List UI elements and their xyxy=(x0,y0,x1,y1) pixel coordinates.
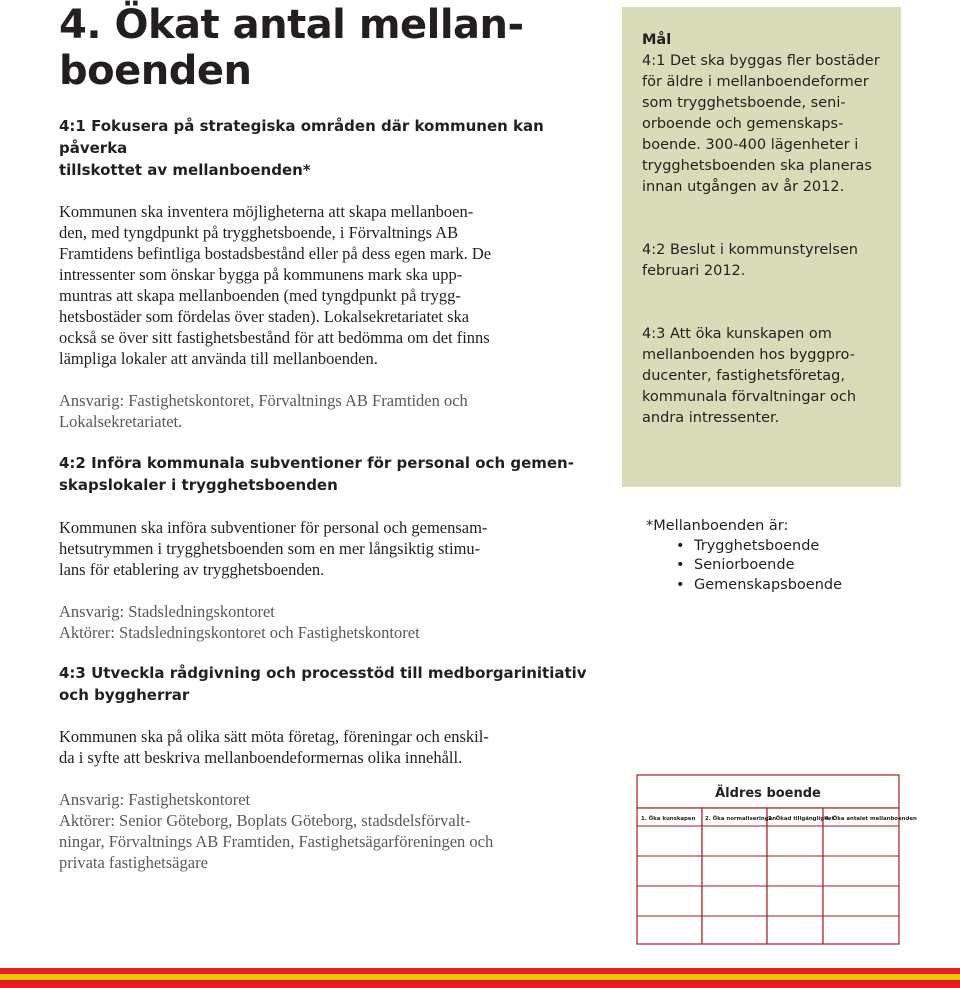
section-body-4-3: Kommunen ska på olika sätt möta företag, föreningar och enskil- da i syfte att beskriva mellanboendeformernas olika innehåll. xyxy=(59,727,489,767)
diagram-column-1-label: 1. Öka kunskapen xyxy=(641,816,696,822)
structure-diagram xyxy=(636,774,917,944)
goal-4-3: 4:3 Att öka kunskapen om mellanboenden hos byggpro- ducenter, fastighetsföretag, kommunala förvaltningar och andra intressenter. xyxy=(642,326,857,426)
diagram-column-4-label: 4. Öka antalet mellanboenden xyxy=(825,816,917,822)
diagram-column-4-box xyxy=(823,808,899,944)
section-responsible-4-1: Ansvarig: Fastighetskontoret, Förvaltnings AB Framtiden och Lokalsekretariatet. xyxy=(59,391,468,431)
goal-4-2: 4:2 Beslut i kommunstyrelsen februari 2012. xyxy=(642,242,858,279)
list-item: • Seniorboende xyxy=(694,556,946,576)
section-body-4-1: Kommunen ska inventera möjligheterna att skapa mellanboen- den, med tyngdpunkt på trygghetsboende, i Förvaltnings AB Framtidens befintliga bostadsbestånd eller på dess egen mark. De intressenter som önskar bygga på kommunens mark ska upp- muntras att skapa mellanboenden (med tyngdpunkt på trygg- hetsbostäder som fördelas över staden). Lokalsekretariatet ska också se över sitt fastighetsbestånd för att bedömma om det finns lämpliga lokaler att använda till mellanboenden. xyxy=(59,202,492,368)
page-title: 4. Ökat antal mellan- boenden xyxy=(59,2,524,94)
definition-list xyxy=(646,537,946,596)
section-responsible-4-3: Ansvarig: Fastighetskontoret Aktörer: Senior Göteborg, Boplats Göteborg, stadsdelsförvalt- ningar, Förvaltnings AB Framtiden, Fastighetsägarföreningen och privata fastighetsägare xyxy=(59,790,494,872)
goals-content xyxy=(642,30,892,429)
bullet-icon: • xyxy=(676,537,685,554)
bullet-icon: • xyxy=(676,557,685,573)
goals-box xyxy=(622,7,901,487)
diagram-column-3-box xyxy=(767,808,823,944)
diagram-column-1-box xyxy=(637,808,702,944)
diagram-column-2-label: 2. Öka normaliseringen xyxy=(705,816,777,822)
list-item: • Trygghetsboende xyxy=(694,537,946,557)
diagram-title: Äldres boende xyxy=(715,786,821,801)
footer-stripe xyxy=(0,968,960,988)
bullet-icon: • xyxy=(676,576,685,593)
section-body-4-2: Kommunen ska införa subventioner för personal och gemensam- hetsutrymmen i trygghetsboenden som en mer långsiktig stimu- lans för etablering av trygghetsboenden. xyxy=(59,518,488,579)
footer-stripe-red-bottom xyxy=(0,980,960,988)
diagram-column-3-label: 3. Ökad tillgänglighet xyxy=(768,816,835,822)
section-heading-4-1: 4:1 Fokusera på strategiska områden där kommunen kan påverka tillskottet av mellanboenden* xyxy=(59,117,544,179)
definition-title: *Mellanboenden är: xyxy=(646,518,789,534)
definition-box xyxy=(646,517,946,595)
goals-title: Mål xyxy=(642,32,672,48)
list-item: • Gemenskapsboende xyxy=(694,576,946,596)
section-responsible-4-2: Ansvarig: Stadsledningskontoret Aktörer: Stadsledningskontoret och Fastighetskontoret xyxy=(59,602,420,642)
section-heading-4-2: 4:2 Införa kommunala subventioner för personal och gemen- skapslokaler i trygghetsboenden xyxy=(59,454,574,494)
goal-4-1: 4:1 Det ska byggas fler bostäder för äldre i mellanboendeformer som trygghetsboende, seni- orboende och gemenskaps- boende. 300-400 lägenheter i trygghetsboenden ska planeras innan utgången av år 2012. xyxy=(642,53,880,195)
diagram-column-2-box xyxy=(702,808,767,944)
section-heading-4-3: 4:3 Utveckla rådgivning och processtöd till medborgarinitiativ och byggherrar xyxy=(59,664,587,704)
main-column xyxy=(59,0,599,873)
